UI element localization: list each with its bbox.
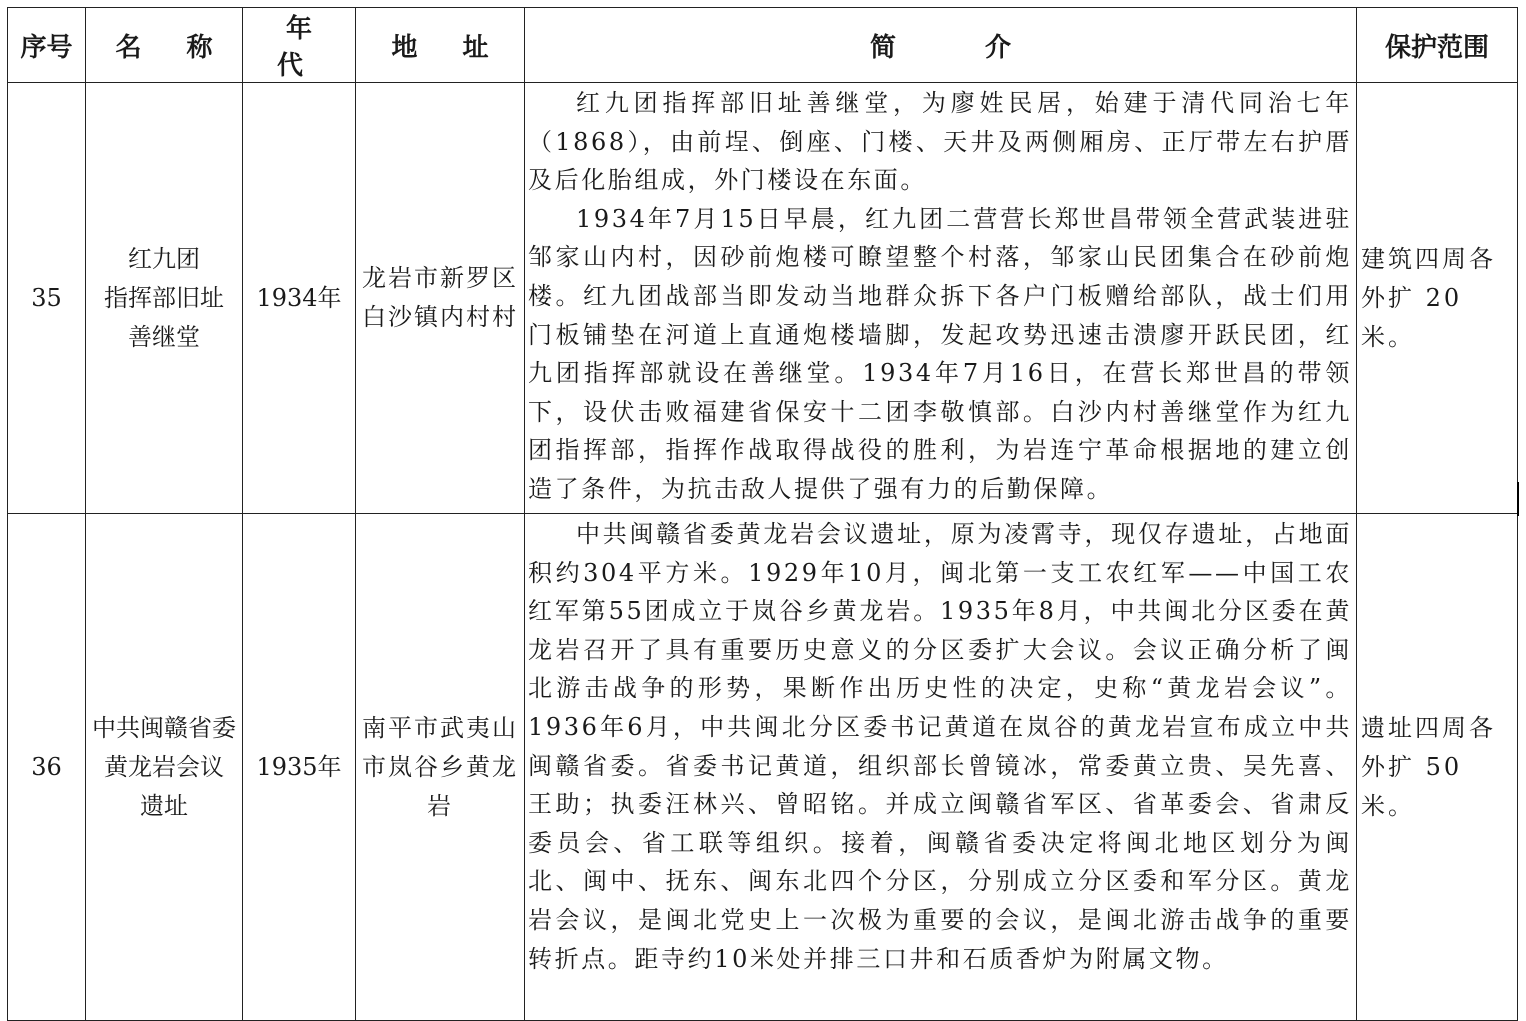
intro-paragraph: 中共闽赣省委黄龙岩会议遗址，原为凌霄寺，现仅存遗址，占地面积约304平方米。1929年10月，闽北第一支工农红军——中国工农红军第55团成立于岚谷乡黄龙岩。1935年8月，中共闽北分区委在黄龙岩召开了具有重要历史意义的分区委扩大会议。会议正确分析了闽北游击战争的形势，果断作出历史性的决定，史称“黄龙岩会议”。1936年6月，中共闽北分区委书记黄道在岚谷的黄龙岩宣布成立中共闽赣省委。省委书记黄道，组织部长曾镜冰，常委黄立贵、吴先喜、王助；执委汪林兴、曾昭铭。并成立闽赣省军区、省革委会、省肃反委员会、省工联等组织。接着，闽赣省委决定将闽北地区划分为闽北、闽中、抚东、闽东北四个分区，分别成立分区委和军分区。黄龙岩会议，是闽北党史上一次极为重要的会议，是闽北游击战争的重要转折点。距寺约10米处并排三口井和石质香炉为附属文物。 — [528, 520, 1352, 973]
header-era: 年 代 — [243, 8, 356, 83]
heritage-table — [7, 7, 1518, 1021]
header-name: 名 称 — [86, 8, 243, 83]
table-row — [8, 83, 1518, 514]
row-number: 35 — [8, 83, 86, 514]
header-scope: 保护范围 — [1357, 8, 1518, 83]
site-name — [86, 514, 243, 1021]
header-row — [8, 8, 1518, 83]
site-name-line: 红九团 — [128, 244, 200, 273]
intro-paragraph: 红九团指挥部旧址善继堂，为廖姓民居，始建于清代同治七年（1868），由前埕、倒座、门楼、天井及两侧厢房、正厅带左右护厝及后化胎组成，外门楼设在东面。 — [528, 89, 1352, 195]
protection-scope: 建筑四周各外扩 20 米。 — [1357, 83, 1518, 514]
header-address: 地 址 — [356, 8, 525, 83]
header-no: 序号 — [8, 8, 86, 83]
table-row — [8, 514, 1518, 1021]
site-name-line: 黄龙岩会议 — [104, 752, 224, 781]
site-address: 南平市武夷山市岚谷乡黄龙岩 — [356, 514, 525, 1021]
site-name-line: 中共闽赣省委 — [92, 713, 236, 742]
site-name-line: 善继堂 — [128, 322, 200, 351]
protection-scope: 遗址四周各外扩 50 米。 — [1357, 514, 1518, 1021]
site-name-line: 指挥部旧址 — [104, 283, 224, 312]
intro-paragraph: 1934年7月15日早晨，红九团二营营长郑世昌带领全营武装进驻邹家山内村，因砂前炮楼可瞭望整个村落，邹家山民团集合在砂前炮楼。红九团战部当即发动当地群众拆下各户门板赠给部队，战士们用门板铺垫在河道上直通炮楼墙脚，发起攻势迅速击溃廖开跃民团，红九团指挥部就设在善继堂。1934年7月16日，在营长郑世昌的带领下，设伏击败福建省保安十二团李敬慎部。白沙内村善继堂作为红九团指挥部，指挥作战取得战役的胜利，为岩连宁革命根据地的建立创造了条件，为抗击敌人提供了强有力的后勤保障。 — [528, 204, 1352, 503]
site-intro — [525, 83, 1357, 514]
site-intro — [525, 514, 1357, 1021]
row-number: 36 — [8, 514, 86, 1021]
site-era: 1935年 — [243, 514, 356, 1021]
site-name-line: 遗址 — [140, 791, 188, 820]
text-cursor — [1517, 482, 1519, 516]
site-name — [86, 83, 243, 514]
header-intro: 简 介 — [525, 8, 1357, 83]
site-address: 龙岩市新罗区白沙镇内村村 — [356, 83, 525, 514]
site-era: 1934年 — [243, 83, 356, 514]
